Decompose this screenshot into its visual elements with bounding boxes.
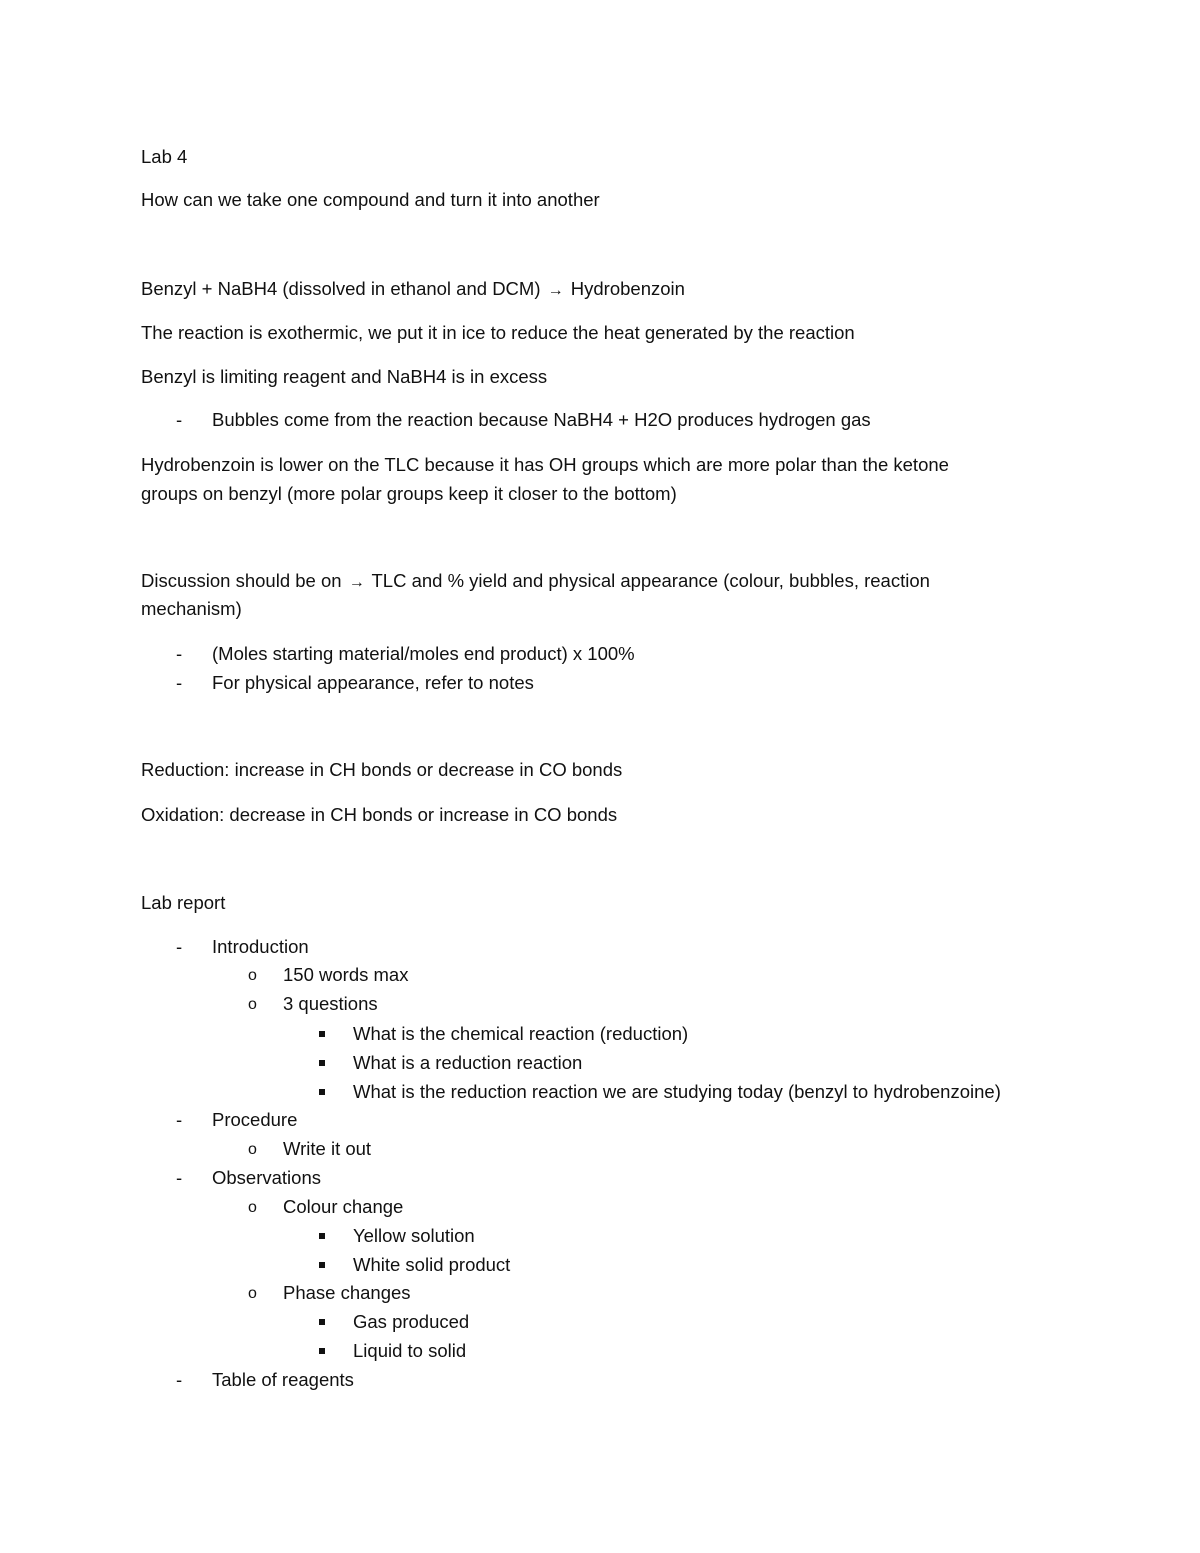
arrow-icon: →	[547, 282, 564, 299]
phase-item-solid: Liquid to solid	[353, 1340, 467, 1361]
square-bullet-icon	[319, 1089, 325, 1095]
square-bullet-icon	[319, 1060, 325, 1066]
oxidation-definition: Oxidation: decrease in CH bonds or increase in CO bonds	[141, 804, 618, 825]
intro-question-2: What is a reduction reaction	[353, 1052, 583, 1073]
dash-bullet-marker: -	[176, 1109, 183, 1130]
intro-question: How can we take one compound and turn it into another	[141, 189, 600, 210]
report-table-of-reagents: Table of reagents	[212, 1369, 354, 1390]
phase-item-gas: Gas produced	[353, 1311, 470, 1332]
report-observations: Observations	[212, 1167, 321, 1188]
square-bullet-icon	[319, 1031, 325, 1037]
circle-bullet-marker: o	[248, 1199, 257, 1216]
dash-bullet-marker: -	[176, 643, 183, 664]
report-procedure: Procedure	[212, 1109, 298, 1130]
circle-bullet-marker: o	[248, 967, 257, 984]
reaction-product: Hydrobenzoin	[570, 278, 685, 299]
intro-word-limit: 150 words max	[283, 964, 409, 985]
discussion-bullet-appearance: For physical appearance, refer to notes	[212, 672, 534, 693]
bubbles-bullet: Bubbles come from the reaction because NaBH4 + H2O produces hydrogen gas	[212, 409, 871, 430]
procedure-detail: Write it out	[283, 1138, 372, 1159]
discussion-bullet-yield: (Moles starting material/moles end product) x 100%	[212, 643, 635, 664]
reaction-equation	[141, 277, 685, 303]
arrow-icon: →	[348, 574, 365, 591]
square-bullet-icon	[319, 1319, 325, 1325]
dash-bullet-marker: -	[176, 1369, 183, 1390]
exothermic-note: The reaction is exothermic, we put it in ice to reduce the heat generated by the reaction	[141, 322, 855, 343]
intro-questions-count: 3 questions	[283, 993, 378, 1014]
intro-question-1: What is the chemical reaction (reduction)	[353, 1023, 689, 1044]
observation-phase-changes: Phase changes	[283, 1282, 411, 1303]
square-bullet-icon	[319, 1348, 325, 1354]
reduction-definition: Reduction: increase in CH bonds or decrease in CO bonds	[141, 759, 623, 780]
observation-colour-change: Colour change	[283, 1196, 404, 1217]
limiting-note: Benzyl is limiting reagent and NaBH4 is in excess	[141, 366, 548, 387]
discussion-rest: TLC and % yield and physical appearance (colour, bubbles, reaction	[371, 570, 930, 591]
reaction-reactants: Benzyl + NaBH4 (dissolved in ethanol and DCM)	[141, 278, 541, 299]
colour-item-white: White solid product	[353, 1254, 511, 1275]
discussion-line2: mechanism)	[141, 598, 242, 619]
circle-bullet-marker: o	[248, 1141, 257, 1158]
tlc-note-line2: groups on benzyl (more polar groups keep it closer to the bottom)	[141, 483, 677, 504]
dash-bullet-marker: -	[176, 672, 183, 693]
report-introduction: Introduction	[212, 936, 309, 957]
tlc-note-line1: Hydrobenzoin is lower on the TLC because it has OH groups which are more polar than the ketone	[141, 454, 949, 475]
circle-bullet-marker: o	[248, 1285, 257, 1302]
square-bullet-icon	[319, 1233, 325, 1239]
dash-bullet-marker: -	[176, 936, 183, 957]
circle-bullet-marker: o	[248, 996, 257, 1013]
document-title: Lab 4	[141, 146, 188, 167]
dash-bullet-marker: -	[176, 409, 183, 430]
discussion-lead: Discussion should be on	[141, 570, 342, 591]
intro-question-3: What is the reduction reaction we are studying today (benzyl to hydrobenzoine)	[353, 1081, 1001, 1102]
lab-report-heading: Lab report	[141, 892, 226, 913]
square-bullet-icon	[319, 1262, 325, 1268]
colour-item-yellow: Yellow solution	[353, 1225, 475, 1246]
discussion-line1	[141, 569, 930, 595]
dash-bullet-marker: -	[176, 1167, 183, 1188]
